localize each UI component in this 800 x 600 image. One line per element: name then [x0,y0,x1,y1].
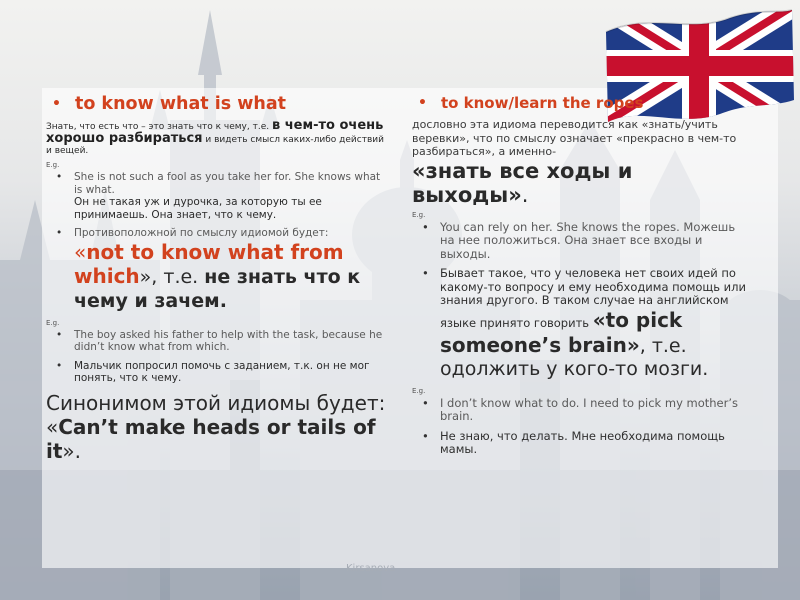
right-intro [412,118,752,207]
list-item [412,221,752,262]
quote-close: », т.е. [139,265,205,288]
left-column [46,94,388,463]
right-intro-text: дословно эта идиома переводится как «знать/учить веревки», что по смыслу означает «прекрасно в чем-то разбираться», а именно- [412,118,737,158]
example-text: Бывает такое, что у человека нет своих идей по какому-то вопросу и ему необходима помощь или знания другого. В таком случае на английском языке принято говорить [440,266,746,330]
list-item [412,267,752,381]
intro-emphasis: в чем-то очень хорошо разбираться [46,118,384,146]
opposite-intro: Противоположной по смыслу идиомой будет: [74,227,329,239]
example-en: She is not such a fool as you take her for. She knows what is what. [74,171,381,196]
bullet-icon: • [52,96,61,112]
eg-label-2: E.g. [46,318,60,327]
list-item [46,329,388,354]
left-heading [46,94,388,114]
eg-label-2: E.g. [412,386,426,395]
synonym-intro: Синонимом этой идиомы будет: « [46,390,386,439]
example-ru: Не знаю, что делать. Мне необходима помощь мамы. [440,428,725,456]
synonym-close: ». [62,438,82,463]
left-heading-text: to know what is what [74,94,287,114]
example-en: The boy asked his father to help with the task, because he didn’t know what from which. [74,328,383,353]
left-example-list-2 [46,329,388,385]
right-column [412,94,752,463]
example-ru: Мальчик попросил помочь с заданием, т.к. он не мог понять, что к чему. [74,359,370,384]
right-intro-emphasis: «знать все ходы и выходы» [412,158,633,207]
left-example-list-1 [46,171,388,313]
eg-label-1: E.g. [46,161,60,169]
eg-label-1: E.g. [412,210,426,219]
right-intro-period: . [521,182,529,207]
quote-open: « [74,239,87,264]
bullet-icon: • [418,95,427,111]
list-item [46,360,388,385]
example-en: I don’t know what to do. I need to pick my mother’s brain. [440,395,739,423]
list-item [46,227,388,313]
right-heading-text: to know/learn the ropes [440,94,644,112]
right-example-list-2 [412,397,752,457]
pick-brain-meaning: , т.е. одолжить у кого-то мозги. [440,334,709,380]
example-ru: Он не такая уж и дурочка, за которую ты ее принимаешь. Она знает, что к чему. [74,196,322,221]
list-item [412,430,752,457]
list-item [46,171,388,221]
right-heading [412,94,752,112]
synonym-idiom: Can’t make heads or tails of it [46,414,376,463]
left-intro [46,120,388,157]
synonym-line [46,391,388,463]
right-example-list-1 [412,221,752,381]
intro-small-1: Знать, что есть что – это знать что к чему, т.е. [46,122,272,132]
list-item [412,397,752,424]
intro-small-2: и видеть смысл каких-либо действий и вещей. [46,135,384,156]
pick-brain-idiom: «to pick someone’s brain» [440,307,683,357]
opposite-meaning: не знать что к чему и зачем. [74,265,361,312]
opposite-idiom: not to know what from which [74,239,344,288]
watermark: Kirsanova [346,563,396,574]
example-text: You can rely on her. She knows the ropes. Можешь на нее положиться. Она знает все входы и выходы. [440,219,736,261]
